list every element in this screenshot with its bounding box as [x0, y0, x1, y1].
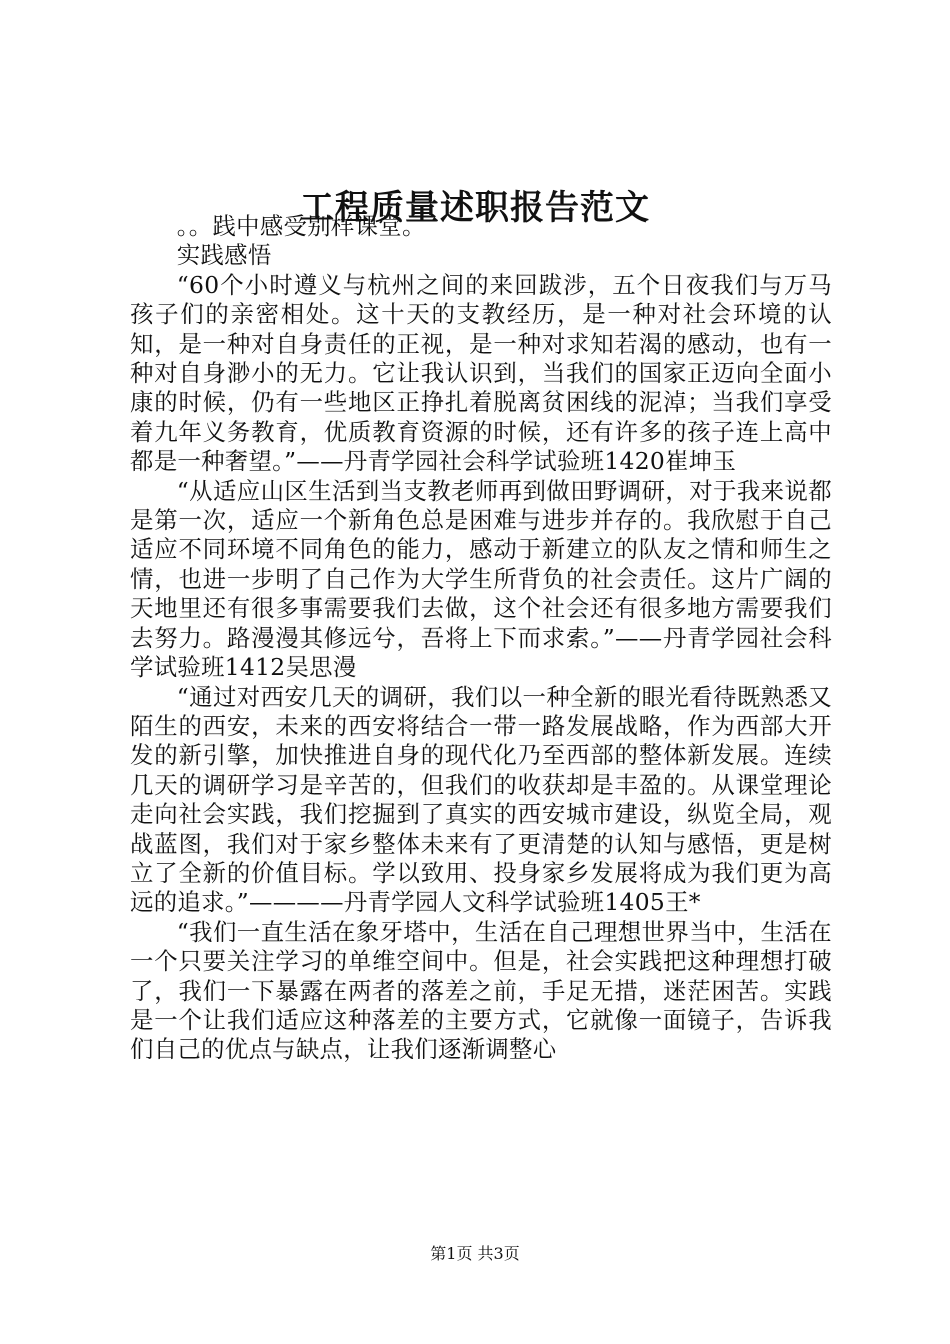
paragraph-intro: 。。践中感受别样课堂。: [176, 212, 426, 240]
document-body: [130, 212, 832, 1065]
page-number-footer: 第1页 共3页: [430, 1244, 520, 1263]
paragraph-quote-3: “通过对西安几天的调研，我们以一种全新的眼光看待既熟悉又陌生的西安，未来的西安将结合一带一路发展战略，作为西部大开发的新引擎，加快推进自身的现代化乃至西部的整体新发展。连续几天的调研学习是辛苦的，但我们的收获却是丰盈的。从课堂理论走向社会实践，我们挖掘到了真实的西安城市建设，纵览全局，观战蓝图，我们对于家乡整体未来有了更清楚的认知与感悟，更是树立了全新的价值目标。学以致用、投身家乡发展将成为我们更为高远的追求。”————丹青学园人文科学试验班1405王*: [130, 682, 832, 917]
paragraph-quote-2: “从适应山区生活到当支教老师再到做田野调研，对于我来说都是第一次，适应一个新角色总是困难与进步并存的。我欣慰于自己适应不同环境不同角色的能力，感动于新建立的队友之情和师生之情，也进一步明了自己作为大学生所背负的社会责任。这片广阔的天地里还有很多事需要我们去做，这个社会还有很多地方需要我们去努力。路漫漫其修远兮，吾将上下而求索。”——丹青学园社会科学试验班1412吴思漫: [130, 476, 832, 682]
paragraph-heading-practice: 实践感悟: [176, 241, 272, 270]
paragraph-quote-4: “我们一直生活在象牙塔中，生活在自己理想世界当中，生活在一个只要关注学习的单维空间中。但是，社会实践把这种理想打破了，我们一下暴露在两者的落差之前，手足无措，迷茫困苦。实践是一个让我们适应这种落差的主要方式，它就像一面镜子，告诉我们自己的优点与缺点，让我们逐渐调整心: [130, 917, 832, 1064]
paragraph-quote-1: “60个小时遵义与杭州之间的来回跋涉，五个日夜我们与万马孩子们的亲密相处。这十天的支教经历，是一种对社会环境的认知，是一种对自身责任的正视，是一种对求知若渴的感动，也有一种对自身渺小的无力。它让我认识到，当我们的国家正迈向全面小康的时候，仍有一些地区正挣扎着脱离贫困线的泥淖；当我们享受着九年义务教育，优质教育资源的时候，还有许多的孩子连上高中都是一种奢望。”——丹青学园社会科学试验班1420崔坤玉: [130, 270, 832, 476]
document-title: 工程质量述职报告范文: [300, 188, 650, 228]
